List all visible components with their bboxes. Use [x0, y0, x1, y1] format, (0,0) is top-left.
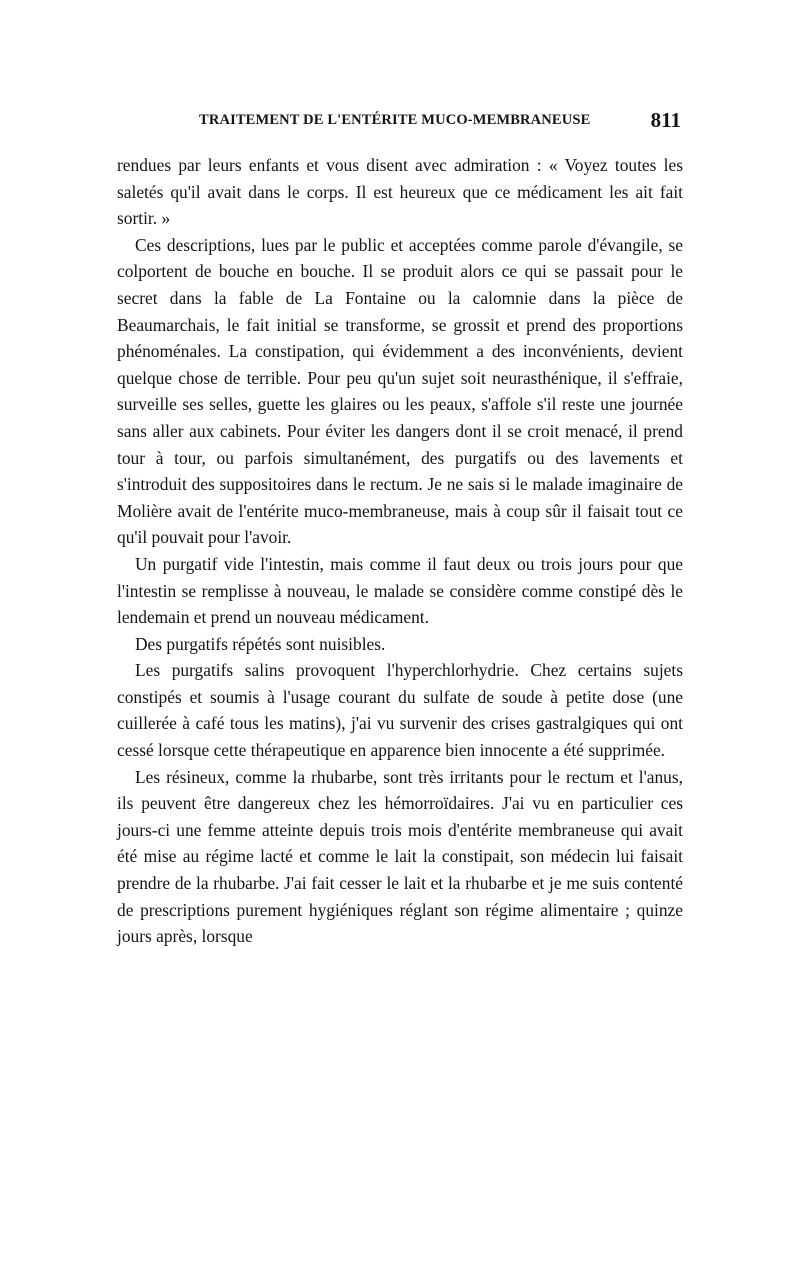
page-number: 811	[650, 108, 681, 132]
paragraph-1: rendues par leurs enfants et vous disent avec admiration : « Voyez toutes les saletés qu'il avait dans le corps. Il est heureux que ce médicament les ait fait sortir. »	[117, 155, 683, 229]
book-page	[117, 108, 683, 947]
paragraph-5: Les purgatifs salins provoquent l'hyperchlorhydrie. Chez certains sujets constipés et soumis à l'usage courant du sulfate de soude à petite dose (une cuillerée à café tous les matins), j'ai vu survenir des crises gastralgiques qui ont cessé lorsque cette thérapeutique en apparence bien innocente a été supprimée.	[117, 660, 683, 761]
paragraph-4: Des purgatifs répétés sont nuisibles.	[135, 633, 386, 654]
paragraph-2: Ces descriptions, lues par le public et acceptées comme parole d'évangile, se colportent de bouche en bouche. Il se produit alors ce qui se passait pour le secret dans la fable de La Fontaine ou la calomnie dans la pièce de Beaumarchais, le fait initial se transforme, se grossit et prend des proportions phénoménales. La constipation, qui évidemment a des inconvénients, devient quelque chose de terrible. Pour peu qu'un sujet soit neurasthénique, il s'effraie, surveille ses selles, guette les glaires ou les peaux, s'affole s'il reste une journée sans aller aux cabinets. Pour éviter les dangers dont il se croit menacé, il prend tour à tour, ou parfois simultanément, des purgatifs ou des lavements et s'introduit des suppositoires dans le rectum. Je ne sais si le malade imaginaire de Molière avait de l'entérite muco-membraneuse, mais à coup sûr il faisait tout ce qu'il pouvait pour l'avoir.	[117, 234, 683, 548]
paragraph-6: Les résineux, comme la rhubarbe, sont très irritants pour le rectum et l'anus, ils peuvent être dangereux chez les hémorroïdaires. J'ai vu en particulier ces jours-ci une femme atteinte depuis trois mois d'entérite membraneuse qui avait été mise au régime lacté et comme le lait la constipait, son médecin lui faisait prendre de la rhubarbe. J'ai fait cesser le lait et la rhubarbe et je me suis contenté de prescriptions purement hygiéniques réglant son régime alimentaire ; quinze jours après, lorsque	[117, 766, 683, 947]
running-head	[117, 108, 683, 142]
paragraph-3: Un purgatif vide l'intestin, mais comme il faut deux ou trois jours pour que l'intestin se remplisse à nouveau, le malade se considère comme constipé dès le lendemain et prend un nouveau médicament.	[117, 553, 683, 628]
running-title: TRAITEMENT DE L'ENTÉRITE MUCO-MEMBRANEUSE	[199, 112, 591, 128]
body-text	[117, 152, 683, 950]
